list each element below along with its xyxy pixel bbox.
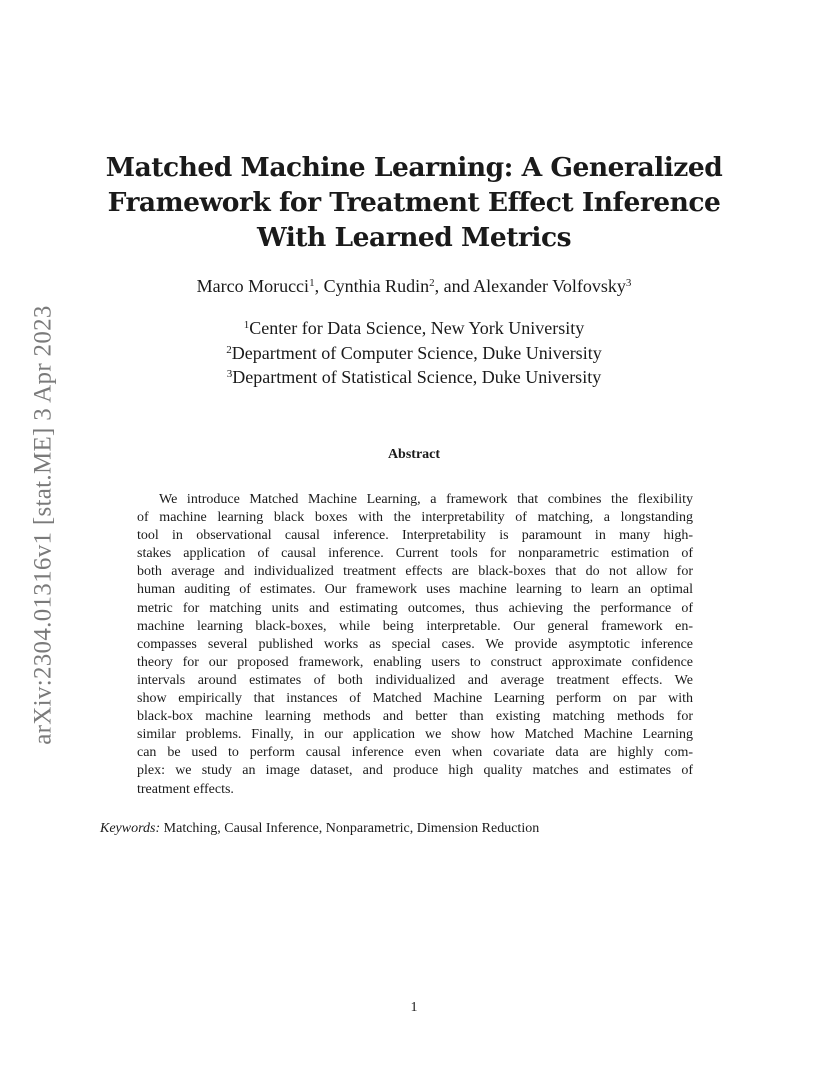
author-list [100, 276, 728, 297]
affiliation-list [100, 316, 728, 390]
author-affiliation-mark: 1 [309, 277, 315, 289]
abstract-line: similar problems. Finally, in our application we show how Matched Machine Learning [137, 727, 693, 743]
affiliation-text: Center for Data Science, New York University [249, 318, 585, 338]
title-line: Matched Machine Learning: A Generalized [105, 152, 723, 183]
author-separator: , and [434, 276, 474, 296]
abstract-line: machine learning black-boxes, while being interpretable. Our general framework en- [137, 618, 693, 634]
author-name: Marco Morucci [196, 276, 310, 296]
affiliation [100, 341, 728, 366]
abstract-line: compasses several published works as special cases. We provide asymptotic inference [137, 636, 693, 652]
abstract-body [137, 491, 693, 799]
affiliation-text: Department of Computer Science, Duke University [231, 342, 602, 363]
title-line: With Learned Metrics [256, 222, 572, 253]
abstract-line: treatment effects. [137, 781, 234, 797]
abstract-line: theory for our proposed framework, enabling users to construct approximate confidence [137, 654, 693, 670]
author-name: Alexander Volfovsky [473, 276, 626, 296]
affiliation-mark: 2 [226, 343, 232, 356]
keywords-list: Matching, Causal Inference, Nonparametric, Dimension Reduction [163, 821, 540, 836]
arxiv-identifier-sidebar [26, 285, 62, 765]
author-affiliation-mark: 2 [429, 277, 435, 289]
keywords-label: Keywords: [100, 821, 161, 836]
affiliation [100, 365, 728, 390]
affiliation [100, 316, 728, 341]
abstract-line: intervals around estimates of both individualized and average treatment effects. We [137, 672, 693, 688]
abstract-line: metric for matching units and estimating outcomes, thus achieving the performance of [137, 600, 693, 616]
abstract-line: human auditing of estimates. Our framework uses machine learning to learn an optimal [137, 582, 693, 598]
keywords [100, 821, 730, 837]
affiliation-mark: 1 [243, 319, 250, 331]
author-name: Cynthia Rudin [323, 276, 430, 296]
arxiv-identifier: arXiv:2304.01316v1 [stat.ME] 3 Apr 2023 [30, 305, 57, 745]
abstract-line: We introduce Matched Machine Learning, a framework that combines the flexibility [159, 492, 693, 507]
affiliation-text: Department of Statistical Science, Duke University [232, 367, 602, 387]
abstract-line: show empirically that instances of Matched Machine Learning perform on par with [137, 691, 693, 707]
page-number: 1 [410, 1000, 418, 1015]
abstract-line: stakes application of causal inference. Current tools for nonparametric estimation of [137, 546, 693, 562]
abstract-line: tool in observational causal inference. Interpretability is paramount in many high- [137, 528, 693, 544]
abstract-line: can be used to perform causal inference even when covariate data are highly com- [137, 745, 693, 761]
abstract-line: both average and individualized treatment effects are black-boxes that do not allow for [137, 564, 693, 580]
abstract-heading: Abstract [387, 447, 441, 462]
abstract-line: plex: we study an image dataset, and produce high quality matches and estimates of [137, 763, 693, 779]
affiliation-mark: 3 [226, 368, 233, 380]
abstract-line: black-box machine learning methods and better than existing matching methods for [137, 709, 693, 725]
abstract-line: of machine learning black boxes with the interpretability of matching, a longstanding [137, 510, 693, 526]
author-affiliation-mark: 3 [625, 277, 632, 289]
paper-title [100, 150, 728, 255]
author-separator: , [314, 276, 324, 296]
title-line: Framework for Treatment Effect Inference [107, 187, 721, 218]
